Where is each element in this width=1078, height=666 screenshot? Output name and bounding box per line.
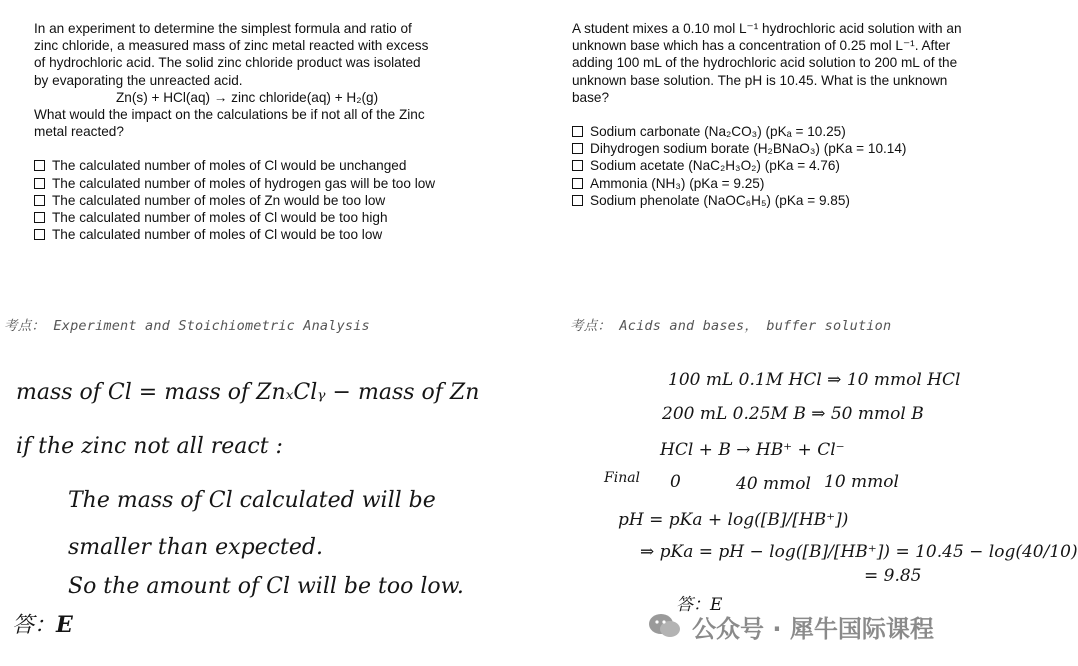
- checkbox-icon[interactable]: [34, 212, 45, 223]
- left-question: [34, 20, 454, 243]
- answer-prefix: 答：: [12, 613, 57, 638]
- handwriting-line: pH = pKa + log([B]/[HB⁺]): [618, 510, 849, 530]
- left-option-label: The calculated number of moles of Zn would be too low: [52, 192, 386, 208]
- left-option[interactable]: [34, 157, 454, 174]
- right-question-line: unknown base which has a concentration of 0.25 mol L⁻¹. After: [572, 38, 951, 54]
- right-option[interactable]: [572, 123, 992, 140]
- right-option[interactable]: [572, 175, 992, 192]
- handwriting-line: 100 mL 0.1M HCl ⇒ 10 mmol HCl: [668, 370, 961, 390]
- left-question-line: In an experiment to determine the simplest formula and ratio of: [34, 21, 412, 36]
- handwriting-line: So the amount of Cl will be too low.: [68, 574, 464, 599]
- left-question-line: zinc chloride, a measured mass of zinc metal reacted with excess: [34, 38, 429, 54]
- left-topic-tag: 考点： Experiment and Stoichiometric Analysis: [4, 318, 370, 334]
- right-question-line: adding 100 mL of the hydrochloric acid solution to 200 mL of the: [572, 55, 958, 71]
- checkbox-icon[interactable]: [34, 195, 45, 206]
- right-question-line: A student mixes a 0.10 mol L⁻¹ hydrochloric acid solution with an: [572, 21, 962, 36]
- right-option-label: Sodium carbonate (Na₂CO₃) (pKₐ = 10.25): [590, 124, 846, 140]
- checkbox-icon[interactable]: [572, 195, 583, 206]
- handwriting-value: 0: [670, 472, 681, 492]
- handwriting-line: HCl + B → HB⁺ + Cl⁻: [660, 440, 845, 460]
- left-option-label: The calculated number of moles of Cl would be too high: [52, 210, 388, 226]
- left-question-prompt: metal reacted?: [34, 124, 124, 140]
- handwriting-line: = 9.85: [864, 566, 922, 586]
- checkbox-icon[interactable]: [572, 160, 583, 171]
- handwritten-answer: [12, 608, 73, 639]
- right-question-line: base?: [572, 89, 610, 105]
- checkbox-icon[interactable]: [572, 143, 583, 154]
- left-option-label: The calculated number of moles of Cl would be too low: [52, 227, 383, 243]
- right-option-label: Ammonia (NH₃) (pKa = 9.25): [590, 175, 765, 191]
- checkbox-icon[interactable]: [572, 126, 583, 137]
- handwriting-value: 10 mmol: [824, 472, 899, 492]
- handwriting-line: mass of Cl = mass of ZnₓClᵧ − mass of Zn: [16, 380, 480, 405]
- checkbox-icon[interactable]: [34, 160, 45, 171]
- left-option[interactable]: [34, 209, 454, 226]
- reaction-equation: Zn(s) + HCl(aq) → zinc chloride(aq) + H₂(g): [116, 89, 379, 105]
- handwriting-label: Final: [604, 470, 641, 486]
- right-option[interactable]: [572, 157, 992, 174]
- handwriting-value: 40 mmol: [736, 474, 811, 494]
- handwriting-line: ⇒ pKa = pH − log([B]/[HB⁺]) = 10.45 − log(40/10): [640, 542, 1078, 562]
- handwriting-line: if the zinc not all react :: [16, 434, 283, 459]
- left-question-line: by evaporating the unreacted acid.: [34, 72, 243, 88]
- watermark: [648, 608, 934, 644]
- right-question: [572, 20, 992, 209]
- answer-letter: E: [56, 612, 73, 638]
- left-question-line: of hydrochloric acid. The solid zinc chloride product was isolated: [34, 55, 421, 71]
- watermark-text: 公众号 · 犀牛国际课程: [692, 614, 934, 643]
- right-option[interactable]: [572, 192, 992, 209]
- left-option[interactable]: [34, 226, 454, 243]
- handwriting-line: 200 mL 0.25M B ⇒ 50 mmol B: [662, 404, 924, 424]
- handwriting-line: smaller than expected.: [68, 535, 323, 560]
- left-question-prompt: What would the impact on the calculations be if not all of the Zinc: [34, 107, 425, 123]
- checkbox-icon[interactable]: [572, 178, 583, 189]
- checkbox-icon[interactable]: [34, 178, 45, 189]
- handwritten-answer: 答：E: [676, 595, 723, 615]
- right-option-label: Sodium acetate (NaC₂H₃O₂) (pKa = 4.76): [590, 158, 840, 174]
- right-option[interactable]: [572, 140, 992, 157]
- right-option-label: Dihydrogen sodium borate (H₂BNaO₃) (pKa = 10.14): [590, 141, 907, 157]
- left-option[interactable]: [34, 192, 454, 209]
- right-question-line: unknown base solution. The pH is 10.45. What is the unknown: [572, 72, 948, 88]
- left-option-label: The calculated number of moles of hydrogen gas will be too low: [52, 175, 436, 191]
- wechat-icon: [648, 611, 682, 641]
- left-option[interactable]: [34, 175, 454, 192]
- handwriting-line: The mass of Cl calculated will be: [68, 488, 436, 513]
- left-option-label: The calculated number of moles of Cl would be unchanged: [52, 158, 407, 174]
- right-option-label: Sodium phenolate (NaOC₆H₅) (pKa = 9.85): [590, 192, 850, 208]
- right-topic-tag: 考点： Acids and bases， buffer solution: [570, 318, 892, 334]
- checkbox-icon[interactable]: [34, 229, 45, 240]
